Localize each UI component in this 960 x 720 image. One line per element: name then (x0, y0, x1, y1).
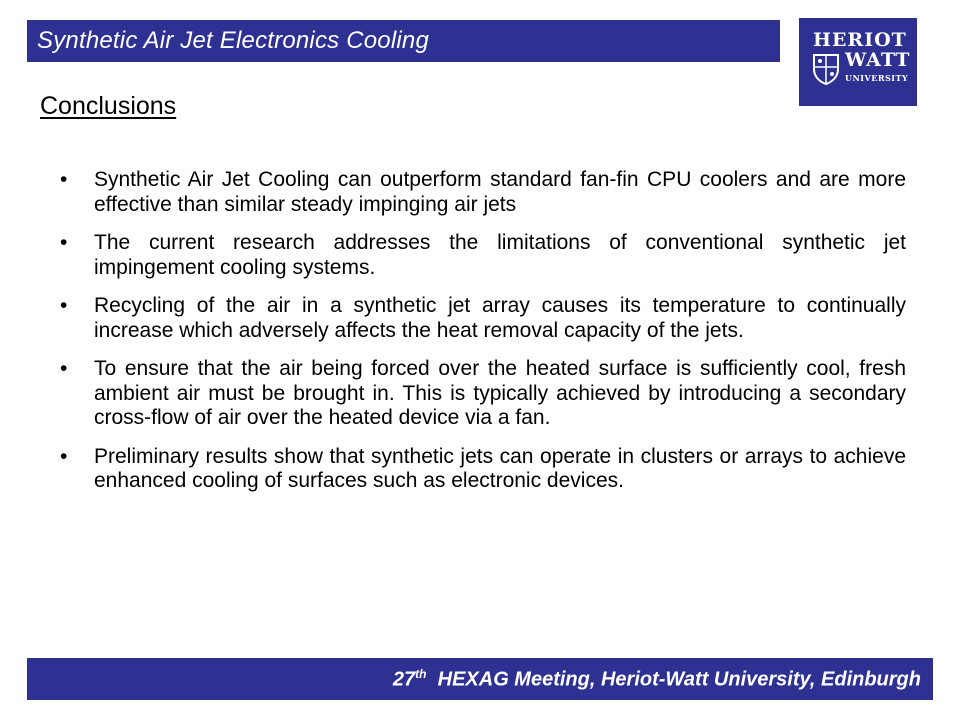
bullet-text: Synthetic Air Jet Cooling can outperform standard fan-fin CPU coolers and are more effective than similar steady impinging air jets (94, 168, 906, 216)
footer-text (393, 667, 933, 692)
banner-title: Synthetic Air Jet Electronics Cooling (37, 27, 430, 54)
bullet-icon: • (60, 231, 68, 254)
list-item (60, 231, 906, 280)
footer-meeting-text: HEXAG Meeting, Heriot-Watt University, Edinburgh (437, 668, 921, 691)
list-item (60, 168, 906, 217)
crest-icon (812, 53, 840, 85)
bullet-icon: • (60, 168, 68, 191)
bullet-icon: • (60, 444, 68, 468)
logo-text-heriot: HERIOT (813, 29, 907, 51)
conclusions-list (60, 168, 906, 508)
bullet-text: To ensure that the air being forced over the heated surface is sufficiently cool, fresh ambient air must be brought in. This is typically achieved by introducing a secondary cross-flow of air over the heated device via a fan. (94, 357, 906, 429)
list-item (60, 445, 906, 494)
logo-text-watt: WATT (845, 49, 911, 71)
list-item (60, 357, 906, 431)
footer-ordinal-suffix: th (415, 666, 427, 681)
footer-banner (27, 658, 933, 700)
page-title: Conclusions (40, 92, 177, 120)
bullet-text: The current research addresses the limitations of conventional synthetic jet impingement cooling systems. (94, 231, 906, 279)
heriot-watt-logo (799, 18, 917, 106)
list-item (60, 294, 906, 343)
bullet-text: Preliminary results show that synthetic jets can operate in clusters or arrays to achieve enhanced cooling of surfaces such as electronic devices. (94, 444, 906, 492)
bullet-text: Recycling of the air in a synthetic jet array causes its temperature to continually increase which adversely affects the heat removal capacity of the jets. (94, 294, 906, 342)
bullet-icon: • (60, 294, 68, 317)
logo-text-university: UNIVERSITY (845, 73, 909, 83)
header-banner (27, 20, 780, 62)
bullet-icon: • (60, 357, 68, 380)
footer-ordinal-number: 27 (392, 668, 416, 691)
